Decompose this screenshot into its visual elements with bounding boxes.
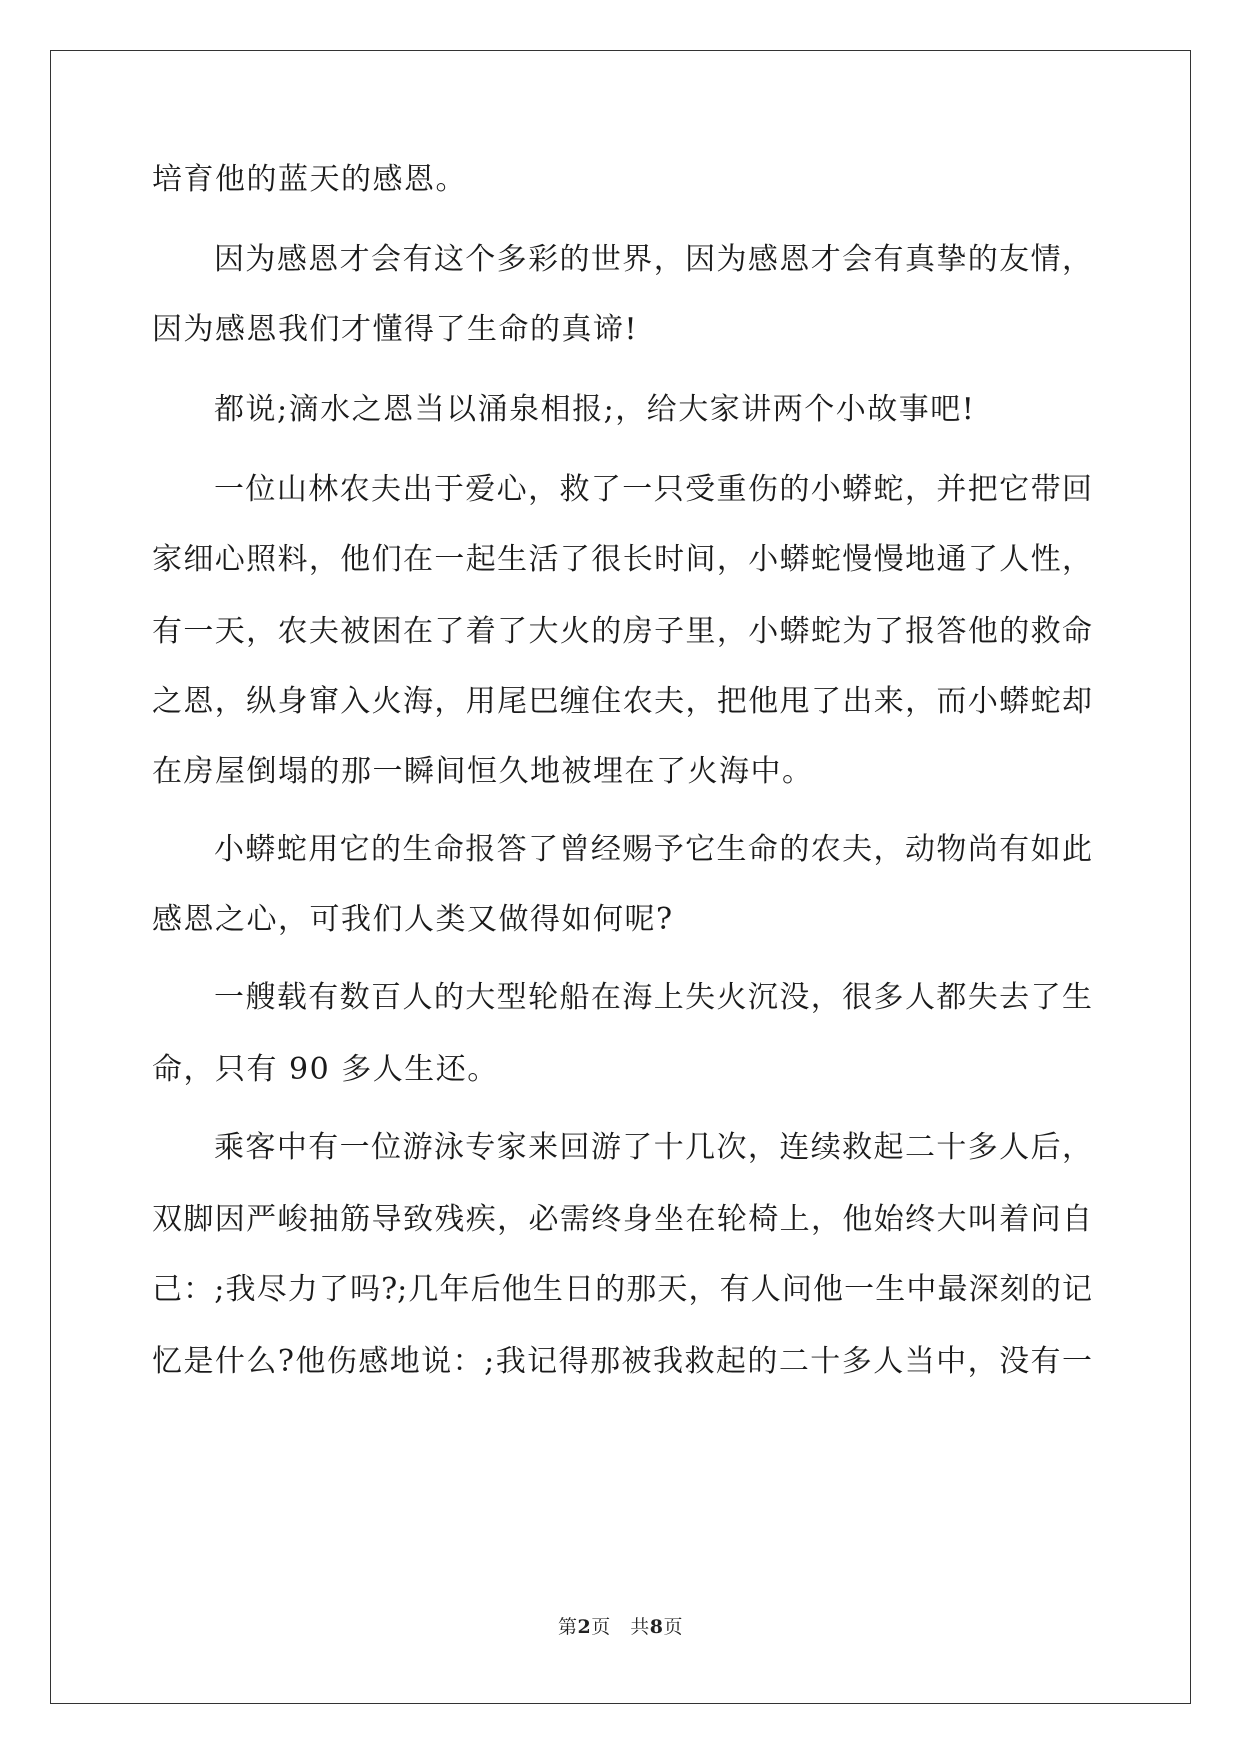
- text-line: 乘客中有一位游泳专家来回游了十几次，连续救起二十多人后，: [214, 1130, 1092, 1165]
- text-line: 之恩，纵身窜入火海，用尾巴缠住农夫，把他甩了出来，而小蟒蛇却: [152, 684, 1092, 719]
- text-line: 因为感恩我们才懂得了生命的真谛!: [152, 312, 639, 347]
- text-line: 己：;我尽力了吗?;几年后他生日的那天，有人问他一生中最深刻的记: [152, 1272, 1092, 1307]
- footer-suffix: 页: [663, 1616, 683, 1638]
- page-footer: [0, 1612, 1241, 1639]
- text-line: 一艘载有数百人的大型轮船在海上失火沉没，很多人都失去了生: [214, 980, 1092, 1015]
- page-border: [50, 50, 1191, 1704]
- text-line: 忆是什么?他伤感地说：;我记得那被我救起的二十多人当中，没有一: [152, 1344, 1092, 1379]
- text-line: 都说;滴水之恩当以涌泉相报;，给大家讲两个小故事吧!: [214, 392, 976, 427]
- footer-prefix: 第: [557, 1616, 578, 1638]
- text-line: 感恩之心，可我们人类又做得如何呢?: [152, 902, 674, 937]
- text-line: 一位山林农夫出于爱心，救了一只受重伤的小蟒蛇，并把它带回: [214, 472, 1092, 507]
- footer-middle: 页 共: [591, 1616, 650, 1638]
- current-page-number: 2: [577, 1616, 592, 1638]
- text-line: 有一天，农夫被困在了着了大火的房子里，小蟒蛇为了报答他的救命: [152, 614, 1092, 649]
- text-line: 培育他的蓝天的感恩。: [152, 162, 467, 197]
- text-line: 命，只有 90 多人生还。: [152, 1052, 499, 1087]
- text-line: 双脚因严峻抽筋导致残疾，必需终身坐在轮椅上，他始终大叫着问自: [152, 1202, 1092, 1237]
- text-line: 在房屋倒塌的那一瞬间恒久地被埋在了火海中。: [152, 754, 814, 789]
- text-line: 家细心照料，他们在一起生活了很长时间，小蟒蛇慢慢地通了人性，: [152, 542, 1092, 577]
- total-pages-number: 8: [649, 1616, 664, 1638]
- text-line: 因为感恩才会有这个多彩的世界，因为感恩才会有真挚的友情，: [214, 242, 1092, 277]
- text-line: 小蟒蛇用它的生命报答了曾经赐予它生命的农夫，动物尚有如此: [214, 832, 1092, 867]
